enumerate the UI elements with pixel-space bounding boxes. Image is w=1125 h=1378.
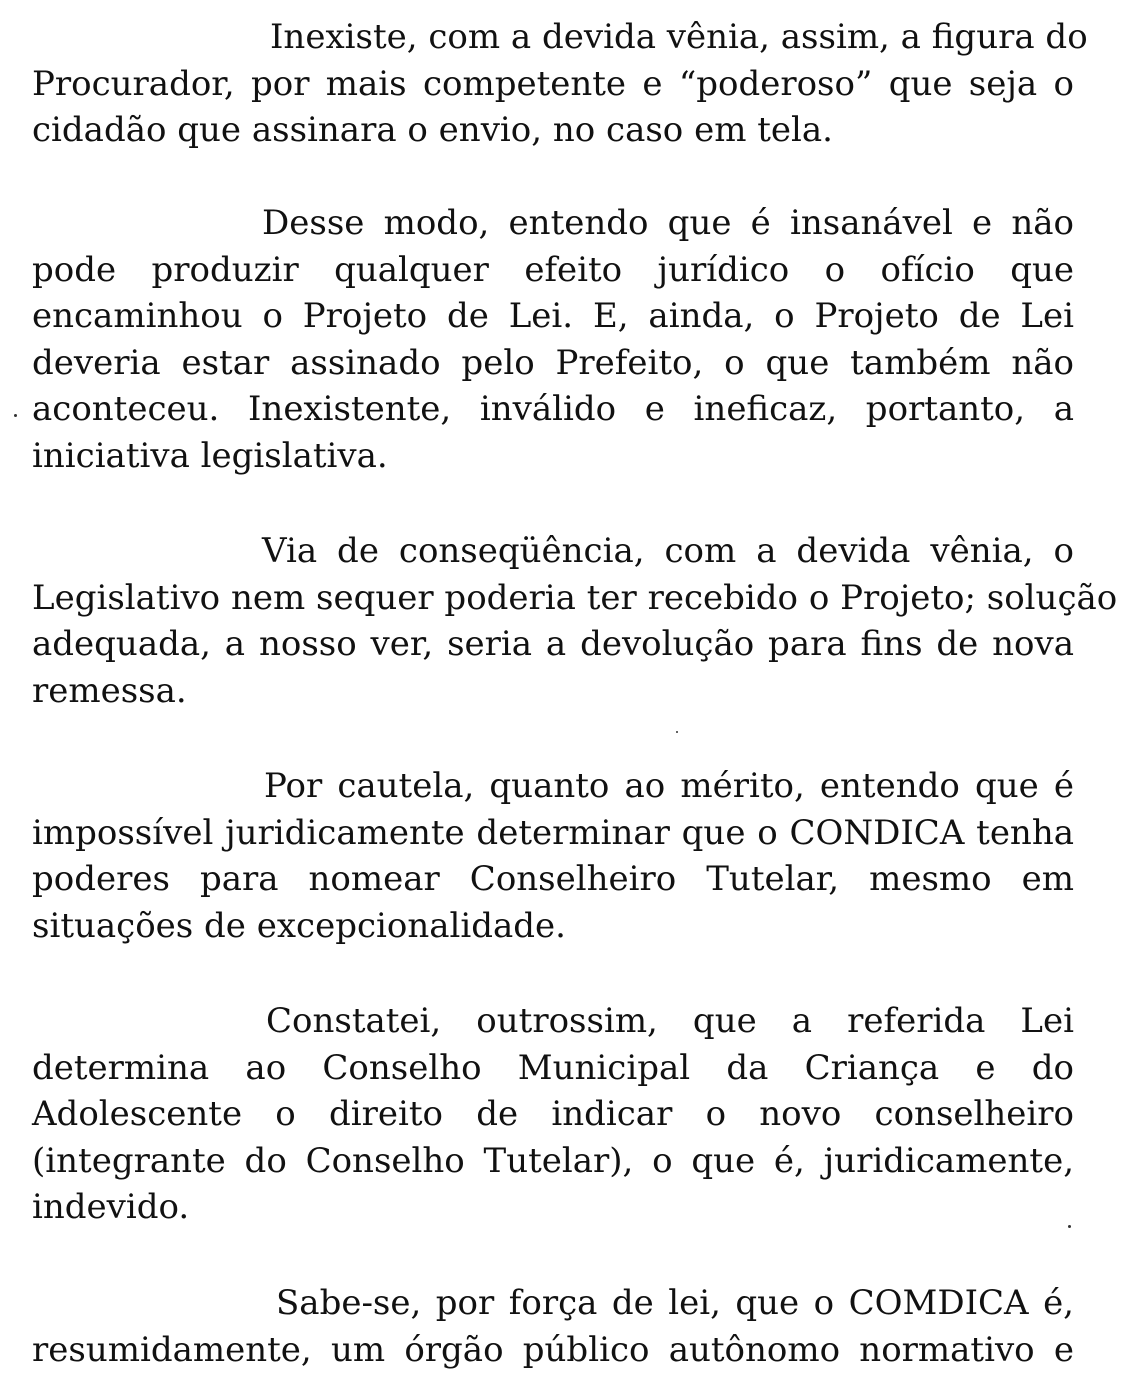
paragraph-line: poderes para nomear Conselheiro Tutelar, mesmo em xyxy=(32,859,1074,899)
paragraph-line: resumidamente, um órgão público autônomo normativo e xyxy=(32,1329,1074,1370)
paragraph-line: pode produzir qualquer efeito jurídico o ofício que xyxy=(32,249,1074,290)
line-text: Via de conseqüência, com a devida vênia, o xyxy=(262,531,1074,571)
paragraph-line: encaminhou o Projeto de Lei. E, ainda, o Projeto de Lei xyxy=(32,296,1074,336)
paragraph-4 xyxy=(32,763,1074,949)
line-text: Por cautela, quanto ao mérito, entendo que é xyxy=(264,766,1074,806)
paragraph-line: iniciativa legislativa. xyxy=(32,435,388,476)
paragraph-3 xyxy=(32,528,1118,714)
paragraph-line: (integrante do Conselho Tutelar), o que é, juridicamente, xyxy=(32,1140,1074,1181)
paragraph-line: remessa. xyxy=(32,670,187,711)
paragraph-line: aconteceu. Inexistente, inválido e ineficaz, portanto, a xyxy=(32,389,1074,429)
paragraph-2 xyxy=(32,200,1074,479)
paragraph-line xyxy=(32,528,1074,575)
line-text: Sabe-se, por força de lei, que o COMDICA é, xyxy=(276,1283,1074,1323)
paragraph-line xyxy=(32,998,1074,1045)
paragraph-line xyxy=(32,763,1074,810)
paragraph-line: indevido. xyxy=(32,1187,190,1227)
line-text: Constatei, outrossim, que a referida Lei xyxy=(266,1001,1074,1041)
paragraph-line: situações de excepcionalidade. xyxy=(32,905,566,946)
scan-speck xyxy=(676,731,678,733)
paragraph-line: deveria estar assinado pelo Prefeito, o que também não xyxy=(32,342,1074,383)
paragraph-line xyxy=(32,14,1088,61)
paragraph-line: impossível juridicamente determinar que o CONDICA tenha xyxy=(32,812,1074,853)
paragraph-5 xyxy=(32,998,1074,1231)
paragraph-6 xyxy=(32,1280,1074,1373)
scan-speck xyxy=(14,414,17,417)
paragraph-line: cidadão que assinara o envio, no caso em tela. xyxy=(32,110,833,150)
scan-speck xyxy=(1068,1225,1071,1228)
paragraph-line xyxy=(32,1280,1074,1327)
paragraph-line: Adolescente o direito de indicar o novo conselheiro xyxy=(32,1094,1074,1134)
line-text: Desse modo, entendo que é insanável e não xyxy=(262,203,1074,243)
paragraph-line xyxy=(32,200,1074,247)
paragraph-line: Legislativo nem sequer poderia ter recebido o Projeto; solução xyxy=(32,577,1118,618)
paragraph-line: determina ao Conselho Municipal da Criança e do xyxy=(32,1047,1074,1088)
paragraph-line: Procurador, por mais competente e “poderoso” que seja o xyxy=(32,63,1074,104)
paragraph-1 xyxy=(32,14,1088,154)
line-text: Inexiste, com a devida vênia, assim, a figura do xyxy=(270,17,1088,57)
paragraph-line: adequada, a nosso ver, seria a devolução para fins de nova xyxy=(32,624,1074,664)
